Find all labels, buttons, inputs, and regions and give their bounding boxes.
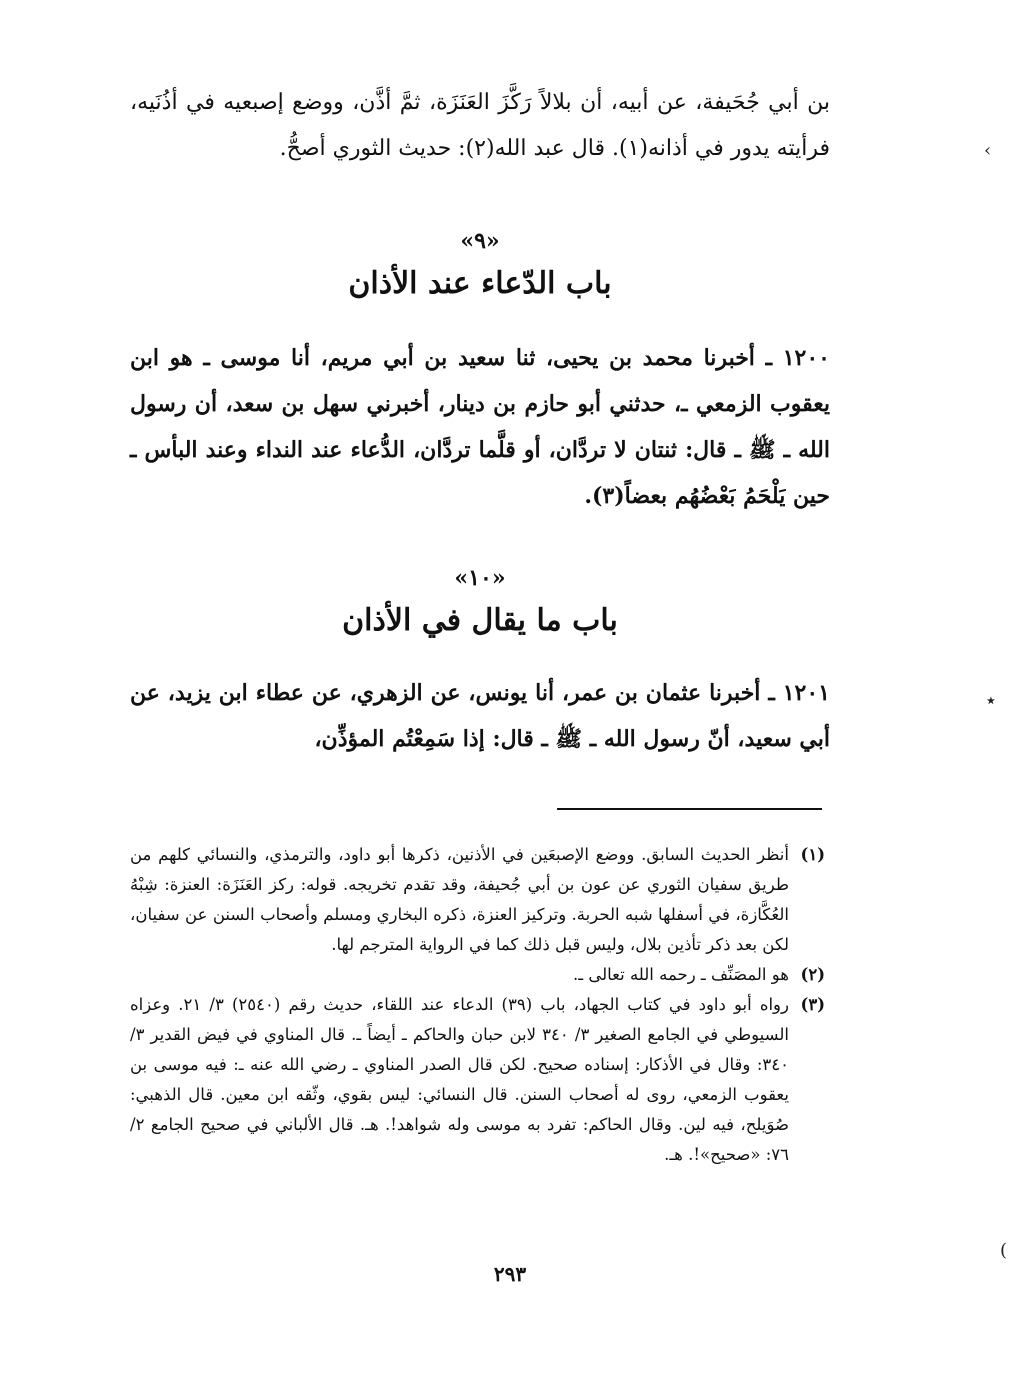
section-9-number: «٩» <box>460 228 500 254</box>
margin-mark-middle: ٭ <box>986 690 996 711</box>
footnote-3 <box>130 990 825 1170</box>
hadith-1201: ١٢٠١ ـ أخبرنا عثمان بن عمر، أنا يونس، عن الزهري، عن عطاء ابن يزيد، عن أبي سعيد، أنّ رسول الله ـ ﷺ ـ قال: إذا سَمِعْتُم المؤذِّن، <box>130 680 830 752</box>
footnote-3-number: (٣) <box>800 995 825 1014</box>
footnote-2 <box>130 960 825 990</box>
margin-mark-bottom: ) <box>1000 1240 1008 1261</box>
footnote-1-number: (١) <box>800 845 825 864</box>
footnote-1 <box>130 840 825 960</box>
section-10-number: «١٠» <box>454 565 506 591</box>
footnote-3-text: رواه أبو داود في كتاب الجهاد، باب (٣٩) الدعاء عند اللقاء، حديث رقم (٢٥٤٠) ٣/ ٢١. وعزاه السيوطي في الجامع الصغير ٣/ ٣٤٠ لابن حبان والحاكم ـ أيضاً ـ. قال المناوي في فيض القدير ٣/ ٣٤٠: وقال في الأذكار: إسناده صحيح. لكن قال الصدر المناوي ـ رضي الله عنه ـ: فيه موسى بن يعقوب الزمعي، روى له أصحاب السنن. قال النسائي: ليس بقوي، وثّقه ابن معين. قال الذهبي: صُوَيلح، فيه لين. وقال الحاكم: تفرد به موسى وله شواهد!. هـ. قال الألباني في صحيح الجامع ٢/ ٧٦: «صحيح»!. هـ. <box>130 995 789 1164</box>
footnote-2-number: (٢) <box>800 965 825 984</box>
intro-paragraph: بن أبي جُحَيفة، عن أبيه، أن بلالاً رَكَّزَ العَنَزَة، ثمَّ أذَّن، ووضع إصبعيه في أذُنَيه، فرأيته يدور في أذانه(١). قال عبد الله(٢): حديث الثوري أصحُّ. <box>130 90 830 161</box>
hadith-1200: ١٢٠٠ ـ أخبرنا محمد بن يحيى، ثنا سعيد بن أبي مريم، أنا موسى ـ هو ابن يعقوب الزمعي ـ، حدثني أبو حازم بن دينار، أخبرني سهل بن سعد، أن رسول الله ـ ﷺ ـ قال: ثنتان لا تردَّان، أو قلَّما تردَّان، الدُّعاء عند النداء وعند البأس ـ حين يَلْحَمُ بَعْضُهُم بعضاً(٣). <box>130 345 830 509</box>
section-10-title: باب ما يقال في الأذان <box>342 603 618 638</box>
footnote-2-text: هو المصَنِّف ـ رحمه الله تعالى ـ. <box>573 965 789 984</box>
footnote-divider <box>557 808 822 810</box>
section-9-title: باب الدّعاء عند الأذان <box>348 266 612 301</box>
footnote-1-text: أنظر الحديث السابق. ووضع الإصبعَين في الأذنين، ذكرها أبو داود، والترمذي، والنسائي كلهم من طريق سفيان الثوري عن عون بن أبي جُحيفة، وقد تقدم تخريجه. قوله: ركز العَنَزَة: العنزة: شِبْهُ العُكَّازة، في أسفلها شبه الحربة. وتركيز العنزة، ذكره البخاري ومسلم وأصحاب السنن عن سفيان، لكن بعد ذكر تأذين بلال، وليس قبل ذلك كما في الرواية المترجم لها. <box>130 845 789 954</box>
footnotes <box>130 840 825 1170</box>
page-number: ٢٩٣ <box>493 1262 527 1286</box>
margin-mark-top: › <box>984 140 992 161</box>
